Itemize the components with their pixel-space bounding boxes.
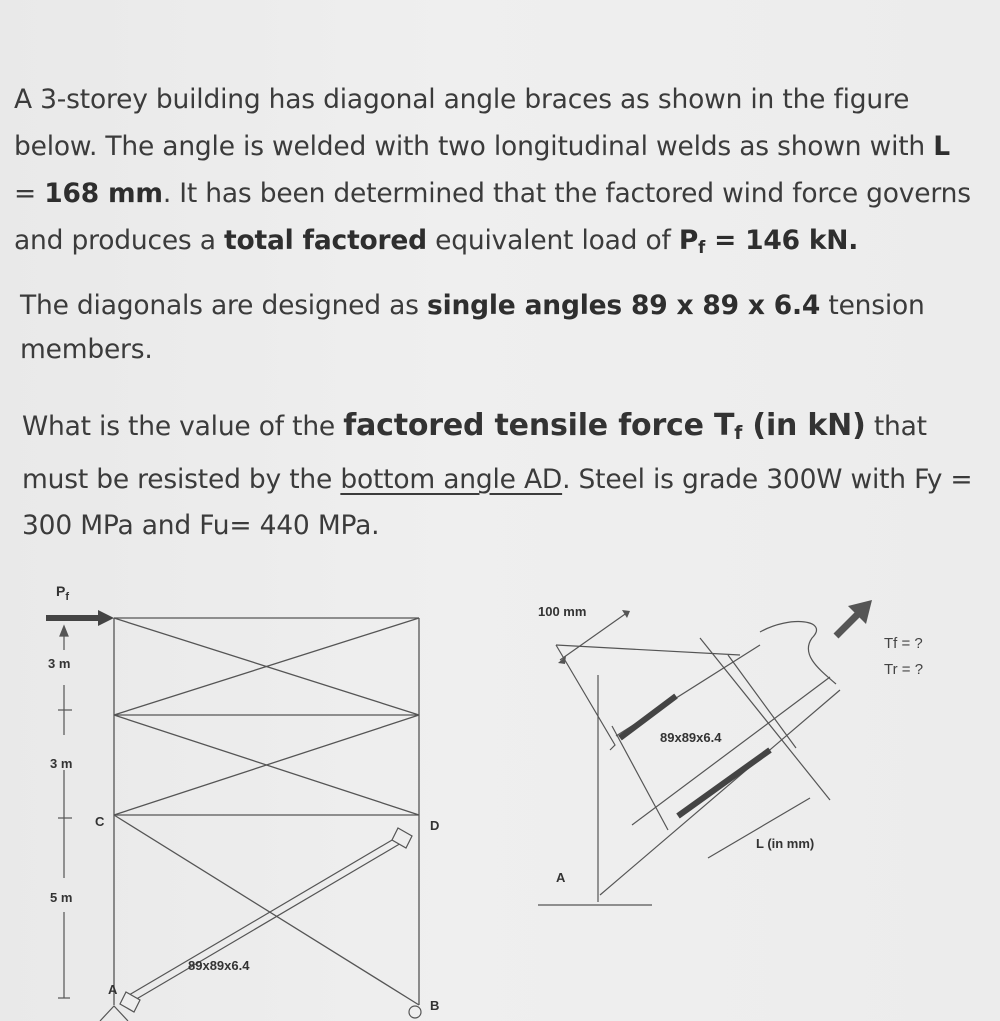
angle-ad bbox=[120, 828, 412, 1012]
load-arrow bbox=[46, 610, 114, 626]
dim-arrow-bottom bbox=[558, 656, 566, 664]
weld-2 bbox=[678, 750, 770, 816]
point-b-label: B bbox=[430, 998, 440, 1013]
detail-point-a: A bbox=[556, 870, 566, 885]
weld-detail bbox=[538, 612, 840, 905]
angle-size: single angles 89 x 89 x 6.4 bbox=[427, 290, 821, 321]
height-dimensions bbox=[58, 626, 72, 998]
dim-label-2: 3 m bbox=[50, 756, 73, 771]
weld-length-symbol: L bbox=[933, 131, 950, 162]
braced-frame bbox=[114, 618, 419, 1005]
question-paragraph: What is the value of the factored tensile force $T_f$ (in kN) that must be resisted by the bottom angle AD. Steel is grade 300W with Fy = 300 MPa and Fu= 440 MPa. bbox=[22, 408, 973, 541]
problem-paragraph-1: A 3-storey building has diagonal angle braces as shown in the figure below. The angle is welded with two longitudinal welds as shown with L = 168 mm. It has been determined that the factored wind force governs and produces a total factored equivalent load of $P_f = 146$ kN. bbox=[14, 84, 971, 257]
weld-length-value: 168 mm bbox=[44, 178, 163, 209]
point-a-label: A bbox=[108, 982, 118, 997]
dim-label-1: 3 m bbox=[48, 656, 71, 671]
point-c-label: C bbox=[95, 814, 105, 829]
tr-label: Tr = ? bbox=[884, 661, 924, 678]
tf-label: Tf = ? bbox=[884, 635, 923, 652]
load-value: = 146 kN. bbox=[705, 225, 859, 256]
frame-angle-label: 89x89x6.4 bbox=[188, 958, 250, 973]
dim-label-3: 5 m bbox=[50, 890, 73, 905]
dim-arrow-top bbox=[622, 610, 630, 618]
point-d-label: D bbox=[430, 818, 440, 833]
problem-paragraph-2: The diagonals are designed as single angles 89 x 89 x 6.4 tension members. bbox=[20, 290, 925, 365]
detail-angle-label: 89x89x6.4 bbox=[660, 730, 722, 745]
bottom-angle-ad: bottom angle AD bbox=[340, 464, 563, 495]
length-label: L (in mm) bbox=[756, 836, 815, 851]
supports bbox=[100, 1006, 421, 1021]
load-label: $P_f$ bbox=[56, 583, 70, 603]
figure bbox=[0, 560, 1000, 1021]
tension-arrow bbox=[836, 600, 872, 636]
width-label: 100 mm bbox=[538, 604, 587, 619]
